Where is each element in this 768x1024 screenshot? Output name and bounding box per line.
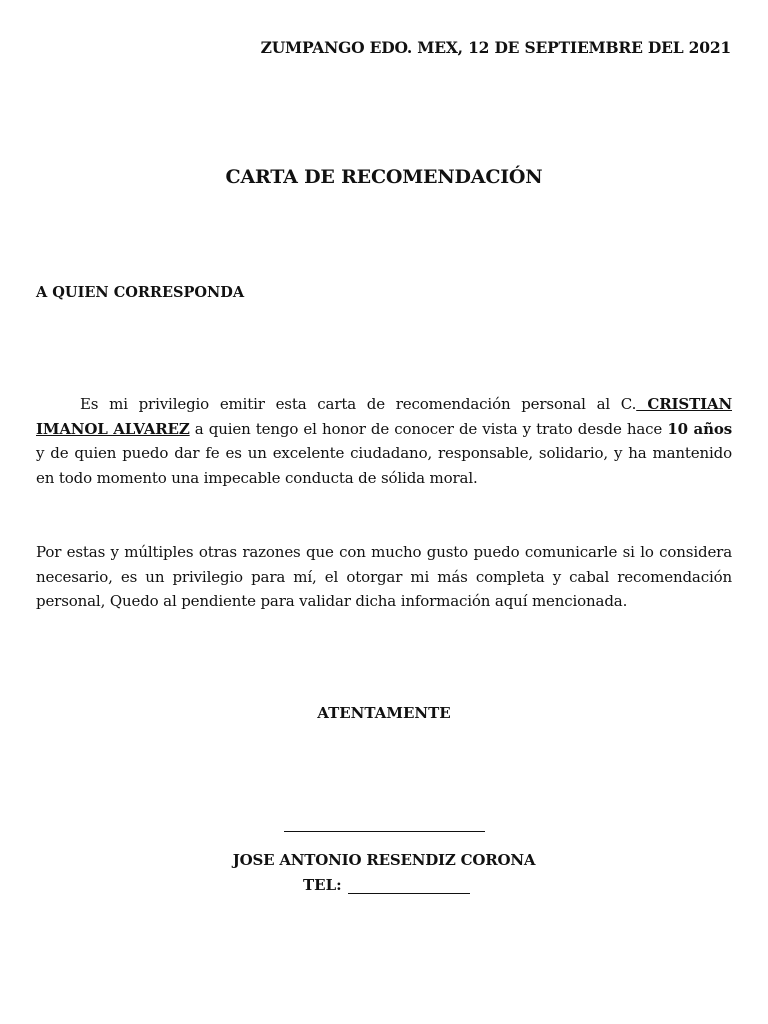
telephone-blank-line — [348, 877, 470, 894]
place-and-date: ZUMPANGO EDO. MEX, 12 DE SEPTIEMBRE DEL 2021 — [260, 38, 731, 57]
signature-line — [284, 831, 485, 832]
telephone-row — [303, 876, 470, 894]
letter-title: CARTA DE RECOMENDACIÓN — [225, 166, 543, 188]
recommendation-paragraph — [36, 392, 732, 490]
recommended-person-name: CRISTIAN IMANOL ALVAREZ — [36, 395, 733, 438]
closing: ATENTAMENTE — [317, 704, 451, 722]
reasons-paragraph: Por estas y múltiples otras razones que con mucho gusto puedo comunicarle si lo considera necesario, es un privilegio para mí, el otorgar mi más completa y cabal recomendación personal, Quedo al pendiente para validar dicha información aquí mencionada. — [36, 543, 732, 610]
paragraph-text: y de quien puedo dar fe es un excelente ciudadano, responsable, solidario, y ha mantenido en todo momento una impecable conducta de sólida moral. — [36, 444, 732, 487]
paragraph-text: a quien tengo el honor de conocer de vista y trato desde hace — [189, 419, 668, 438]
years-known: 10 años — [667, 419, 733, 438]
signer-name: JOSE ANTONIO RESENDIZ CORONA — [232, 851, 536, 869]
telephone-label: TEL: — [303, 876, 342, 894]
salutation: A QUIEN CORRESPONDA — [36, 284, 245, 301]
paragraph-text: Es mi privilegio emitir esta carta de recomendación personal al C. — [80, 395, 637, 413]
